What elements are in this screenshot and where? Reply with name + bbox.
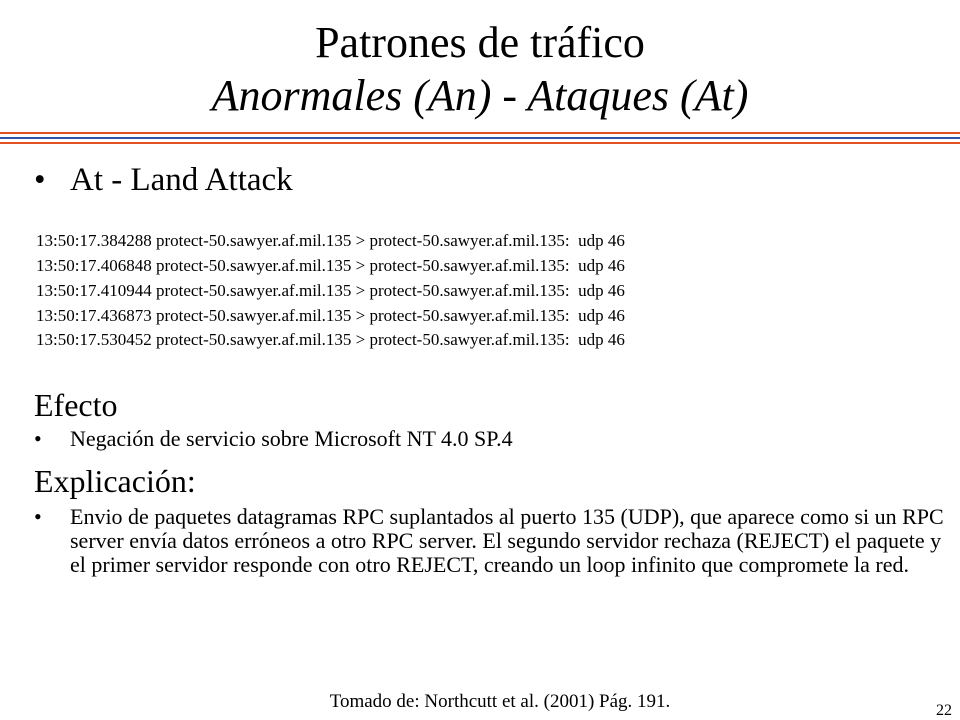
log-line: 13:50:17.530452 protect-50.sawyer.af.mil.135 > protect-50.sawyer.af.mil.135: udp 46: [36, 330, 625, 349]
efecto-item-text: Negación de servicio sobre Microsoft NT 4.0 SP.4: [70, 426, 513, 451]
divider-red-bottom: [0, 142, 960, 144]
main-bullet-text: At - Land Attack: [70, 162, 293, 198]
main-bullet: [34, 160, 293, 200]
log-line: 13:50:17.410944 protect-50.sawyer.af.mil.135 > protect-50.sawyer.af.mil.135: udp 46: [36, 281, 625, 300]
divider-red-top: [0, 132, 960, 134]
log-line: 13:50:17.436873 protect-50.sawyer.af.mil.135 > protect-50.sawyer.af.mil.135: udp 46: [36, 306, 625, 325]
slide-title: Patrones de tráfico: [315, 18, 645, 67]
bullet-icon: •: [34, 504, 42, 529]
divider-blue: [0, 137, 960, 139]
slide-subtitle: Anormales (An) - Ataques (At): [211, 71, 749, 120]
page-number: 22: [936, 702, 952, 719]
source-citation: Tomado de: Northcutt et al. (2001) Pág. 191.: [329, 691, 671, 712]
log-line: 13:50:17.384288 protect-50.sawyer.af.mil.135 > protect-50.sawyer.af.mil.135: udp 46: [36, 231, 625, 250]
log-line: 13:50:17.406848 protect-50.sawyer.af.mil.135 > protect-50.sawyer.af.mil.135: udp 46: [36, 256, 625, 275]
efecto-heading: Efecto: [34, 387, 118, 423]
explicacion-item-text: Envio de paquetes datagramas RPC suplantados al puerto 135 (UDP), que aparece como si un RPC server envía datos erróneos a otro RPC server. El segundo servidor rechaza (REJECT) el paquete y el primer servidor responde con otro REJECT, creando un loop infinito que compromete la red.: [70, 504, 944, 577]
bullet-icon: •: [34, 162, 46, 198]
bullet-icon: •: [34, 426, 42, 451]
explicacion-heading: Explicación:: [34, 463, 196, 499]
